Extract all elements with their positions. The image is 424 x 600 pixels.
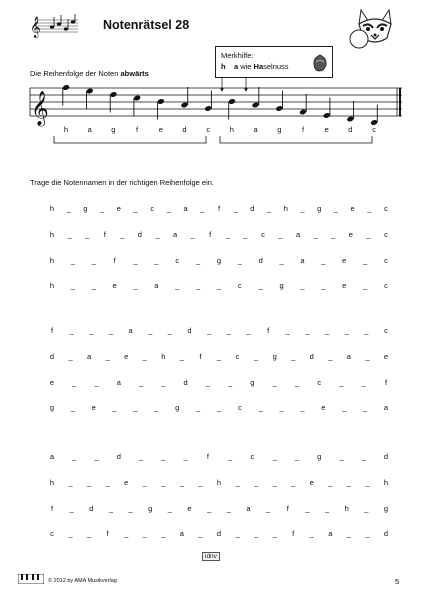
blank-slot[interactable]: _ xyxy=(254,477,259,487)
blank-slot[interactable]: _ xyxy=(216,351,222,361)
blank-slot[interactable]: _ xyxy=(179,351,184,361)
blank-slot[interactable]: _ xyxy=(85,229,90,239)
blank-slot[interactable]: _ xyxy=(339,377,344,387)
given-letter: c xyxy=(384,281,388,291)
blank-slot[interactable]: _ xyxy=(364,503,369,513)
blank-slot[interactable]: _ xyxy=(237,255,242,265)
given-letter: h xyxy=(49,204,55,213)
blank-slot[interactable]: _ xyxy=(328,351,333,361)
blank-slot[interactable]: _ xyxy=(279,255,284,265)
given-letter: c xyxy=(384,255,388,265)
blank-slot[interactable]: _ xyxy=(133,281,138,291)
blank-slot[interactable]: _ xyxy=(207,326,212,335)
note-letter: d xyxy=(182,125,187,134)
blank-slot[interactable]: _ xyxy=(225,229,230,239)
blank-slot[interactable]: _ xyxy=(291,477,296,487)
exercise-row[interactable] xyxy=(52,504,392,516)
svg-text:𝄞: 𝄞 xyxy=(30,17,41,38)
blank-slot[interactable]: _ xyxy=(200,204,205,213)
given-letter: e xyxy=(348,229,353,239)
given-letter: g xyxy=(383,503,389,513)
blank-slot[interactable]: _ xyxy=(300,281,305,291)
blank-slot[interactable]: _ xyxy=(226,503,231,513)
blank-slot[interactable]: _ xyxy=(105,477,110,487)
exercise-row[interactable] xyxy=(49,281,392,293)
exercise-row[interactable] xyxy=(52,326,392,338)
given-letter: e xyxy=(91,403,96,413)
blank-slot[interactable]: _ xyxy=(254,529,259,539)
blank-slot[interactable]: _ xyxy=(155,229,160,239)
given-letter: e xyxy=(124,351,129,361)
blank-slot[interactable]: _ xyxy=(148,326,153,335)
blank-slot[interactable]: _ xyxy=(142,477,147,487)
given-letter: g xyxy=(250,377,255,387)
blank-slot[interactable]: _ xyxy=(363,403,368,413)
given-letter: d xyxy=(183,377,188,387)
given-letter: e xyxy=(124,477,129,487)
given-letter: c xyxy=(238,403,242,413)
given-letter: f xyxy=(113,255,116,265)
blank-slot[interactable]: _ xyxy=(321,255,326,265)
notes-group xyxy=(62,84,378,126)
given-letter: d xyxy=(383,452,389,461)
blank-slot[interactable]: _ xyxy=(70,255,75,265)
blank-slot[interactable]: _ xyxy=(228,377,233,387)
blank-slot[interactable]: _ xyxy=(365,529,370,539)
blank-slot[interactable]: _ xyxy=(272,477,277,487)
hint-text: h a wie Haselnuss xyxy=(221,62,289,71)
blank-slot[interactable]: _ xyxy=(266,503,271,513)
given-letter: d xyxy=(250,204,255,213)
note-letter: f xyxy=(136,125,139,134)
blank-slot[interactable]: _ xyxy=(154,403,159,413)
given-letter: c xyxy=(150,204,155,213)
circle-icon xyxy=(348,28,370,50)
given-letter: a xyxy=(300,255,305,265)
blank-slot[interactable]: _ xyxy=(70,403,75,413)
blank-slot[interactable]: _ xyxy=(342,403,347,413)
given-letter: h xyxy=(161,351,166,361)
given-letter: d xyxy=(49,351,55,361)
blank-slot[interactable]: _ xyxy=(69,503,74,513)
blank-slot[interactable]: _ xyxy=(321,281,326,291)
given-letter: a xyxy=(328,529,333,539)
given-letter: h xyxy=(49,229,55,239)
given-letter: a xyxy=(346,351,351,361)
blank-slot[interactable]: _ xyxy=(183,452,188,461)
blank-slot[interactable]: _ xyxy=(272,377,277,387)
given-letter: f xyxy=(106,529,109,539)
given-letter: g xyxy=(49,403,55,413)
note-letter: f xyxy=(301,125,305,134)
given-letter: h xyxy=(49,477,55,487)
blank-slot[interactable]: _ xyxy=(216,403,222,413)
bracket-right xyxy=(218,134,378,150)
blank-slot[interactable]: _ xyxy=(305,326,310,335)
blank-slot[interactable]: _ xyxy=(68,477,73,487)
given-letter: c xyxy=(50,529,54,539)
blank-slot[interactable]: _ xyxy=(87,529,92,539)
given-letter: d xyxy=(116,452,121,461)
blank-slot[interactable]: _ xyxy=(108,503,114,513)
blank-slot[interactable]: _ xyxy=(161,477,166,487)
given-letter: h xyxy=(49,255,55,265)
blank-slot[interactable]: _ xyxy=(279,403,284,413)
blank-slot[interactable]: _ xyxy=(161,452,166,461)
given-letter: c xyxy=(384,326,388,335)
blank-slot[interactable]: _ xyxy=(294,452,300,461)
blank-slot[interactable]: _ xyxy=(346,477,351,487)
blank-slot[interactable]: _ xyxy=(138,377,144,387)
given-letter: g xyxy=(279,281,284,291)
blank-slot[interactable]: _ xyxy=(339,452,344,461)
blank-slot[interactable]: _ xyxy=(258,281,263,291)
given-letter: a xyxy=(179,529,184,539)
blank-slot[interactable]: _ xyxy=(72,452,77,461)
given-letter: a xyxy=(116,377,121,387)
given-letter: e xyxy=(187,503,192,513)
exercise-row[interactable] xyxy=(49,403,392,415)
blank-slot[interactable]: _ xyxy=(324,326,330,335)
blank-slot[interactable]: _ xyxy=(246,326,251,335)
exercise-row[interactable] xyxy=(49,255,392,268)
given-letter: e xyxy=(49,377,55,387)
blank-slot[interactable]: _ xyxy=(205,377,210,387)
given-letter: d xyxy=(89,503,94,513)
given-letter: h xyxy=(283,204,288,213)
blank-slot[interactable]: _ xyxy=(309,529,314,539)
blank-slot[interactable]: _ xyxy=(285,326,290,335)
given-letter: e xyxy=(350,204,355,213)
blank-slot[interactable]: _ xyxy=(291,351,296,361)
blank-slot[interactable]: _ xyxy=(328,477,333,487)
blank-slot[interactable]: _ xyxy=(361,377,366,387)
exercise-row[interactable] xyxy=(49,452,392,464)
blank-slot[interactable]: _ xyxy=(272,452,277,461)
given-letter: g xyxy=(317,452,322,461)
blank-slot[interactable]: _ xyxy=(72,377,77,387)
given-letter: g xyxy=(317,204,322,213)
blank-slot[interactable]: _ xyxy=(254,351,259,361)
given-letter: c xyxy=(175,255,180,265)
blank-slot[interactable]: _ xyxy=(258,403,263,413)
blank-slot[interactable]: _ xyxy=(70,281,75,291)
given-letter: d xyxy=(383,529,389,539)
given-letter: a xyxy=(183,204,188,213)
blank-slot[interactable]: _ xyxy=(133,403,138,413)
given-letter: e xyxy=(112,281,117,291)
blank-slot[interactable]: _ xyxy=(166,204,171,213)
blank-slot[interactable]: _ xyxy=(68,351,73,361)
given-letter: f xyxy=(267,326,270,335)
blank-slot[interactable]: _ xyxy=(235,529,240,539)
stamp: idnv xyxy=(202,552,220,561)
blank-slot[interactable]: _ xyxy=(216,281,222,291)
blank-slot[interactable]: _ xyxy=(161,377,166,387)
blank-slot[interactable]: _ xyxy=(344,326,349,335)
blank-slot[interactable]: _ xyxy=(361,452,366,461)
blank-slot[interactable]: _ xyxy=(365,477,370,487)
blank-slot[interactable]: _ xyxy=(363,281,368,291)
given-letter: f xyxy=(50,326,54,335)
subtitle: Die Reihenfolge der Noten abwärts xyxy=(30,69,149,78)
given-letter: f xyxy=(103,229,106,239)
exercise-row[interactable] xyxy=(49,351,392,364)
note-letter: d xyxy=(348,125,353,134)
note-letter: e xyxy=(324,125,329,134)
given-letter: f xyxy=(384,377,388,387)
exercise-row[interactable] xyxy=(49,229,392,242)
blank-slot[interactable]: _ xyxy=(89,326,94,335)
note-letter: h xyxy=(63,125,69,134)
given-letter: f xyxy=(217,204,221,213)
given-letter: c xyxy=(238,281,242,291)
given-letter: f xyxy=(286,503,289,513)
blank-slot[interactable]: _ xyxy=(300,204,305,213)
given-letter: g xyxy=(83,204,88,213)
blank-slot[interactable]: _ xyxy=(196,281,201,291)
given-letter: c xyxy=(317,377,322,387)
given-letter: c xyxy=(384,204,388,213)
page-title: Notenrätsel 28 xyxy=(103,18,190,32)
given-letter: h xyxy=(344,503,349,513)
blank-slot[interactable]: _ xyxy=(198,477,203,487)
given-letter: a xyxy=(246,503,251,513)
given-letter: f xyxy=(206,452,209,461)
given-letter: e xyxy=(342,255,347,265)
blank-slot[interactable]: _ xyxy=(68,529,73,539)
exercise-row[interactable] xyxy=(49,204,392,216)
note-letter: c xyxy=(206,125,211,134)
blank-slot[interactable]: _ xyxy=(142,529,147,539)
given-letter: c xyxy=(384,229,388,239)
blank-slot[interactable]: _ xyxy=(91,281,96,291)
blank-slot[interactable]: _ xyxy=(112,403,117,413)
blank-slot[interactable]: _ xyxy=(124,529,129,539)
blank-slot[interactable]: _ xyxy=(305,503,310,513)
blank-slot[interactable]: _ xyxy=(363,255,368,265)
note-letter: g xyxy=(111,125,116,134)
copyright-footer: © 2012 by AMA Musikverlag xyxy=(48,578,117,584)
given-letter: g xyxy=(148,503,153,513)
blank-slot[interactable]: _ xyxy=(207,503,212,513)
given-letter: h xyxy=(216,477,222,487)
given-letter: c xyxy=(261,229,265,239)
blank-slot[interactable]: _ xyxy=(161,529,166,539)
blank-slot[interactable]: _ xyxy=(94,452,99,461)
blank-slot[interactable]: _ xyxy=(346,529,351,539)
music-staff xyxy=(26,78,406,128)
given-letter: d xyxy=(216,529,222,539)
blank-slot[interactable]: _ xyxy=(142,351,147,361)
given-letter: a xyxy=(383,403,389,413)
blank-slot[interactable]: _ xyxy=(138,452,144,461)
blank-slot[interactable]: _ xyxy=(154,255,159,265)
blank-slot[interactable]: _ xyxy=(167,503,172,513)
given-letter: a xyxy=(172,229,178,239)
given-letter: g xyxy=(272,351,277,361)
blank-slot[interactable]: _ xyxy=(69,326,74,335)
given-letter: a xyxy=(87,351,92,361)
treble-clef-icon: 𝄞 xyxy=(31,91,49,126)
blank-slot[interactable]: _ xyxy=(100,204,105,213)
blank-slot[interactable]: _ xyxy=(324,503,330,513)
blank-slot[interactable]: _ xyxy=(313,229,318,239)
hint-label: Merkhilfe: xyxy=(221,51,254,60)
blank-slot[interactable]: _ xyxy=(94,377,99,387)
blank-slot[interactable]: _ xyxy=(105,351,110,361)
given-letter: a xyxy=(49,452,55,461)
exercise-row[interactable] xyxy=(52,529,392,541)
blank-slot[interactable]: _ xyxy=(333,204,338,213)
given-letter: e xyxy=(116,204,121,213)
blank-slot[interactable]: _ xyxy=(267,204,272,213)
given-letter: g xyxy=(175,403,180,413)
exercise-row[interactable] xyxy=(49,377,392,390)
given-letter: a xyxy=(296,229,301,239)
blank-slot[interactable]: _ xyxy=(367,204,372,213)
bracket-left xyxy=(52,134,212,150)
given-letter: h xyxy=(49,281,55,291)
blank-slot[interactable]: _ xyxy=(128,503,133,513)
given-letter: f xyxy=(199,351,202,361)
blank-slot[interactable]: _ xyxy=(167,326,172,335)
blank-slot[interactable]: _ xyxy=(133,255,138,265)
blank-slot[interactable]: _ xyxy=(108,326,114,335)
blank-slot[interactable]: _ xyxy=(272,529,277,539)
music-logo-icon xyxy=(28,12,80,38)
blank-slot[interactable]: _ xyxy=(196,255,201,265)
piano-keys-icon xyxy=(18,574,44,584)
given-letter: f xyxy=(209,229,212,239)
given-letter: e xyxy=(342,281,347,291)
blank-slot[interactable]: _ xyxy=(278,229,283,239)
note-letter: e xyxy=(158,125,163,134)
given-letter: e xyxy=(383,351,389,361)
given-letter: e xyxy=(309,477,314,487)
blank-slot[interactable]: _ xyxy=(91,255,96,265)
note-letter: h xyxy=(229,125,234,134)
note-letter: c xyxy=(372,125,376,134)
blank-slot[interactable]: _ xyxy=(198,529,203,539)
given-letter: d xyxy=(258,255,263,265)
given-letter: d xyxy=(137,229,142,239)
given-letter: a xyxy=(154,281,159,291)
note-letter: a xyxy=(87,125,92,134)
note-letter: a xyxy=(253,125,258,134)
blank-slot[interactable]: _ xyxy=(331,229,336,239)
blank-slot[interactable]: _ xyxy=(175,281,180,291)
blank-slot[interactable]: _ xyxy=(294,377,300,387)
given-letter: c xyxy=(235,351,240,361)
given-letter: f xyxy=(50,503,54,513)
page-number: 5 xyxy=(395,577,400,586)
blank-slot[interactable]: _ xyxy=(364,326,369,335)
blank-slot[interactable]: _ xyxy=(226,326,231,335)
hazelnut-icon xyxy=(311,53,329,73)
given-letter: f xyxy=(292,529,295,539)
given-letter: a xyxy=(128,326,133,335)
blank-slot[interactable]: _ xyxy=(120,229,125,239)
blank-slot[interactable]: _ xyxy=(196,403,201,413)
given-letter: e xyxy=(321,403,326,413)
blank-slot[interactable]: _ xyxy=(365,351,370,361)
given-letter: d xyxy=(187,326,192,335)
exercise-row[interactable] xyxy=(49,477,392,490)
blank-slot[interactable]: _ xyxy=(228,452,233,461)
blank-slot[interactable]: _ xyxy=(66,204,71,213)
blank-slot[interactable]: _ xyxy=(366,229,371,239)
given-letter: h xyxy=(383,477,389,487)
blank-slot[interactable]: _ xyxy=(190,229,195,239)
blank-slot[interactable]: _ xyxy=(233,204,238,213)
blank-slot[interactable]: _ xyxy=(243,229,248,239)
given-letter: g xyxy=(216,255,222,265)
given-letter: c xyxy=(250,452,255,461)
instruction-text: Trage die Notennamen in der richtigen Reihenfolge ein. xyxy=(30,178,215,187)
note-letter: g xyxy=(277,125,282,134)
blank-slot[interactable]: _ xyxy=(87,477,92,487)
blank-slot[interactable]: _ xyxy=(133,204,138,213)
blank-slot[interactable]: _ xyxy=(179,477,184,487)
blank-slot[interactable]: _ xyxy=(300,403,305,413)
blank-slot[interactable]: _ xyxy=(235,477,240,487)
given-letter: d xyxy=(309,351,314,361)
blank-slot[interactable]: _ xyxy=(67,229,72,239)
